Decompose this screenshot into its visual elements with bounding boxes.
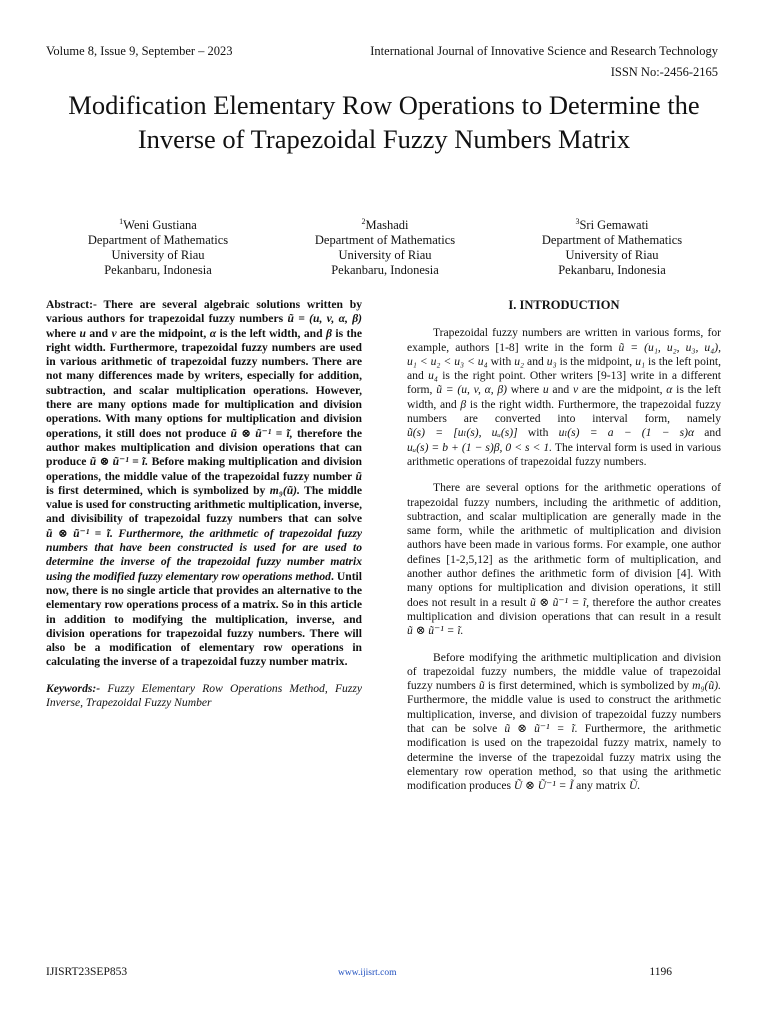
- author-name: Weni Gustiana: [123, 218, 197, 233]
- introduction-column: [407, 298, 721, 806]
- abstract-text: is the left width, and: [219, 326, 323, 340]
- math-symbol: v: [572, 383, 579, 397]
- text: Before modifying the arithmetic multiplication and division of trapezoidal fuzzy numbers, the middle value of trapezoidal fuzzy numbers: [407, 650, 721, 693]
- math-expression: u₁ < u₂ < u₃ < u₄: [407, 354, 488, 368]
- text: therefore the author creates multiplication and division operations that can result in a result: [407, 595, 721, 623]
- text: Furthermore, the middle value is used to construct the arithmetic multiplication, inverse, and division of trapezoidal fuzzy numbers that can be solve: [407, 693, 721, 736]
- keywords: [46, 682, 362, 711]
- abstract-text: There are several algebraic solutions written by various authors for trapezoidal fuzzy numbers: [46, 298, 362, 326]
- text: where: [510, 383, 540, 397]
- math-expression: ũ ⊗ ũ⁻¹ = ĩ.: [504, 722, 578, 736]
- keywords-text: Fuzzy Elementary Row Operations Method, Fuzzy Inverse, Trapezoidal Fuzzy Number: [46, 681, 362, 710]
- math-symbol: α: [209, 326, 217, 340]
- math-expression: uₗ(s) = a − (1 − s)α: [558, 426, 695, 440]
- text: are the midpoint,: [581, 383, 663, 397]
- intro-paragraph-2: [407, 481, 721, 638]
- author-3: [497, 214, 727, 278]
- math-expression: ũ ⊗ ũ⁻¹ = ĩ.: [46, 526, 113, 540]
- author-1: [43, 214, 273, 278]
- paper-title: Modification Elementary Row Operations to Determine the Inverse of Trapezoidal Fuzzy Numbers Matrix: [68, 90, 700, 154]
- author-dept: Department of Mathematics: [87, 233, 229, 248]
- abstract-text: and: [89, 326, 109, 340]
- author-num: 1: [119, 217, 124, 226]
- author-city: Pekanbaru, Indonesia: [104, 263, 212, 278]
- math-symbol: β: [460, 397, 467, 411]
- math-symbol: u: [79, 326, 86, 340]
- abstract-text: where: [46, 326, 77, 340]
- math-expression: ũ ⊗ ũ⁻¹ = ĩ,: [530, 595, 590, 609]
- math-symbol: u: [542, 383, 549, 397]
- math-expression: Ũ ⊗ Ũ⁻¹ = Ĩ: [513, 779, 574, 793]
- article-code: IJISRT23SEP853: [46, 966, 128, 978]
- math-symbol: Ũ.: [628, 779, 641, 793]
- abstract-emphasis: Furthermore, the arithmetic of trapezoidal fuzzy numbers that have been constructed is used for are used to determine the inverse of the trapezoidal fuzzy number matrix using the modified fuzzy elementary row operations method: [46, 526, 362, 583]
- text: and: [704, 426, 721, 440]
- abstract-text: is the right width. Furthermore, trapezoidal fuzzy numbers are used in various arithmetic of trapezoidal fuzzy numbers. There are not many differences made by writers, especially for addition, subtraction, and scalar multiplication operations. However, there are many options made for multiplication and division operations. With many options for multiplication and division operations, it still does not produce: [46, 326, 363, 440]
- math-symbol: u₄: [428, 369, 438, 383]
- math-symbol: ũ: [478, 679, 485, 693]
- math-symbol: ũ: [355, 469, 362, 483]
- abstract-text: therefore the author makes multiplication and division operations that can produce: [46, 426, 362, 469]
- section-heading: I. INTRODUCTION: [508, 298, 620, 312]
- text: with: [527, 426, 549, 440]
- math-expression: ũ ⊗ ũ⁻¹ = ĩ,: [230, 426, 293, 440]
- text: any matrix: [576, 779, 627, 793]
- text: is the left point, and: [407, 354, 722, 383]
- abstract-text: is first determined, which is symbolized by: [46, 483, 266, 497]
- text: is the left width, and: [407, 383, 721, 411]
- abstract-text: are the midpoint,: [120, 326, 207, 340]
- math-symbol: α: [666, 383, 673, 397]
- author-univ: University of Riau: [338, 248, 432, 263]
- math-expression: ũ = (u, v, α, β): [436, 383, 507, 397]
- math-symbol: u₃: [546, 354, 557, 368]
- author-univ: University of Riau: [111, 248, 205, 263]
- math-expression: ũ = (u₁, u₂, u₃, u₄),: [618, 340, 721, 354]
- math-expression: ũ(s) = [uₗ(s), uᵤ(s)]: [407, 426, 518, 440]
- text: is the right width. Furthermore, the trapezoidal fuzzy numbers are converted into interval form, namely: [407, 397, 721, 426]
- intro-paragraph-3: [407, 651, 721, 794]
- text: with: [490, 354, 512, 368]
- abstract-column: [46, 298, 362, 710]
- abstract: [46, 298, 362, 670]
- author-city: Pekanbaru, Indonesia: [331, 263, 439, 278]
- math-expression: ũ ⊗ ũ⁻¹ = ĩ.: [89, 455, 149, 469]
- author-dept: Department of Mathematics: [541, 233, 683, 248]
- keywords-label: Keywords:-: [46, 681, 101, 695]
- text: is first determined, which is symbolized by: [487, 679, 690, 693]
- author-2: [270, 214, 500, 278]
- author-num: 2: [361, 217, 366, 226]
- abstract-text: The middle value is used for constructing arithmetic multiplication, inverse, and divisibility of trapezoidal fuzzy numbers that can solve: [46, 483, 363, 526]
- math-expression: m₉(ũ).: [269, 483, 300, 497]
- author-dept: Department of Mathematics: [314, 233, 456, 248]
- intro-paragraph-1: [407, 326, 721, 469]
- issn: ISSN No:-2456-2165: [610, 65, 718, 79]
- math-symbol: u₁: [635, 354, 646, 368]
- math-expression: ũ ⊗ ũ⁻¹ = ĩ.: [407, 624, 464, 638]
- math-expression: uᵤ(s) = b + (1 − s)β, 0 < s < 1.: [407, 440, 553, 454]
- author-city: Pekanbaru, Indonesia: [558, 263, 666, 278]
- author-name: Mashadi: [365, 218, 409, 233]
- text: The interval form is used in various arithmetic operations of trapezoidal fuzzy numbers.: [407, 440, 721, 468]
- text: There are several options for the arithmetic operations of trapezoidal fuzzy numbers, including the arithmetic of addition, subtraction, and scalar multiplication are generally made in the same form, while the arithmetic of multiplication and division authors have been made in various forms. For example, one author defines [1-2,5,12] as the arithmetic form of multiplication, and another author defines the arithmetic form of division [4]. With many options for multiplication and division operations, it still does not result in a result: [407, 481, 721, 609]
- math-expression: m₉(ũ).: [692, 679, 721, 693]
- abstract-text: Before making multiplication and division operations, the middle value of the trapezoidal fuzzy number: [46, 455, 362, 483]
- math-symbol: β: [326, 326, 332, 340]
- math-expression: ũ = (u, v, α, β): [287, 312, 363, 326]
- volume-info: Volume 8, Issue 9, September – 2023: [46, 44, 233, 58]
- journal-website-link[interactable]: www.ijisrt.com: [338, 968, 397, 978]
- author-num: 3: [575, 217, 580, 226]
- text: is the right point. Other writers [9-13] write in a different form,: [407, 369, 721, 397]
- text: Furthermore, the arithmetic modification is used on the trapezoidal fuzzy matrix, namely to determine the inverse of the trapezoidal fuzzy matrix using the elementary row operation method, so that using the arithmetic modification produces: [407, 722, 722, 793]
- abstract-text: . Until now, there is no single article that provides an alternative to the elementary row operations process of a matrix. So in this article in addition to modifying the multiplication, inverse, and division operations for trapezoidal fuzzy numbers. There will also be a modification of elementary row operations in calculating the inverse of a trapezoidal fuzzy number matrix.: [46, 569, 362, 669]
- abstract-label: Abstract:-: [46, 298, 97, 311]
- text: is the midpoint,: [559, 354, 633, 368]
- author-univ: University of Riau: [565, 248, 659, 263]
- math-symbol: u₂: [514, 354, 525, 368]
- page-number: 1196: [649, 966, 672, 978]
- journal-name: International Journal of Innovative Science and Research Technology: [370, 44, 718, 58]
- text: Trapezoidal fuzzy numbers are written in various forms, for example, authors [1-8] write in the form: [407, 326, 721, 354]
- math-symbol: v: [111, 326, 117, 340]
- author-name: Sri Gemawati: [579, 218, 649, 233]
- text: and: [552, 383, 570, 397]
- text: and: [527, 354, 544, 368]
